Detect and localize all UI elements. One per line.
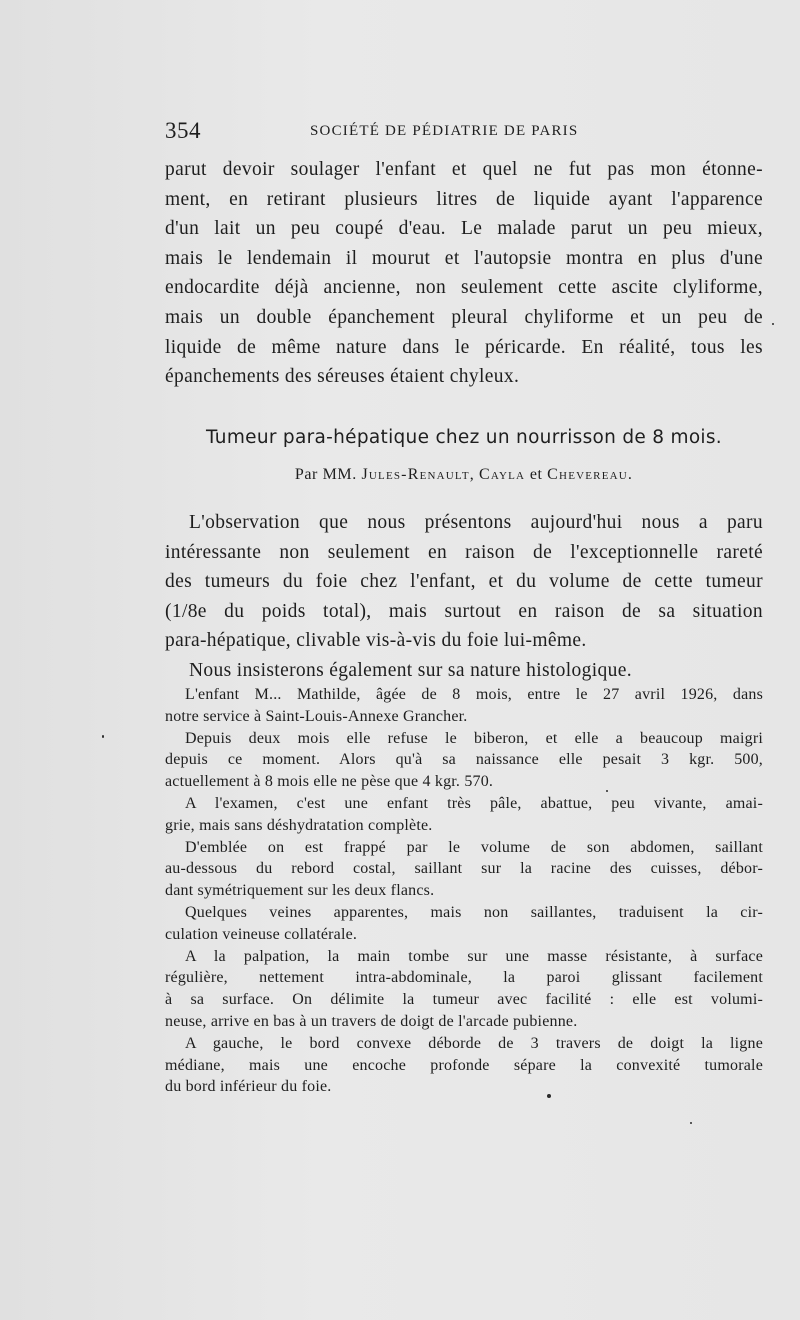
text-line: Quelques veines apparentes, mais non saillantes, traduisent la cir-	[185, 903, 763, 921]
text-line: ment, en retirant plusieurs litres de liquide ayant l'apparence	[165, 188, 763, 210]
text-line: A la palpation, la main tombe sur une masse résistante, à surface	[185, 947, 763, 965]
text-line: A gauche, le bord convexe déborde de 3 travers de doigt la ligne	[185, 1034, 763, 1052]
author-name: Jules-Renault	[361, 466, 470, 483]
page-number: 354	[165, 118, 201, 143]
intro-paragraph	[165, 155, 763, 392]
scan-speck	[690, 1122, 692, 1124]
text-line: L'enfant M... Mathilde, âgée de 8 mois, entre le 27 avril 1926, dans	[185, 686, 763, 703]
text-line: mais un double épanchement pleural chyliforme et un peu de	[165, 306, 763, 328]
text-line: régulière, nettement intra-abdominale, la paroi glissant facilement	[165, 969, 763, 987]
author-name: Cayla	[478, 466, 526, 483]
text-line: grie, mais sans déshydratation complète.	[165, 816, 433, 834]
text-line: des tumeurs du foie chez l'enfant, et du volume de cette tumeur	[165, 571, 763, 593]
scan-speck	[547, 1094, 551, 1098]
text-line: épanchements des séreuses étaient chyleux.	[165, 366, 520, 388]
text-line: intéressante non seulement en raison de l'exceptionnelle rareté	[165, 541, 763, 563]
article-title: Tumeur para-hépatique chez un nourrisson de 8 mois.	[206, 427, 722, 448]
text-line: au-dessous du rebord costal, saillant sur la racine des cuisses, débor-	[165, 860, 763, 878]
lead-paragraph	[165, 508, 763, 686]
text-line: D'emblée on est frappé par le volume de son abdomen, saillant	[185, 838, 763, 856]
text-line: actuellement à 8 mois elle ne pèse que 4 kgr. 570.	[165, 773, 494, 791]
authors-prefix: Par MM.	[294, 466, 357, 483]
author-name: Chevereau.	[547, 466, 634, 483]
running-head: SOCIÉTÉ DE PÉDIATRIE DE PARIS	[310, 123, 579, 139]
text-line: à sa surface. On délimite la tumeur avec facilité : elle est volumi-	[165, 991, 763, 1009]
text-line: culation veineuse collatérale.	[165, 925, 358, 943]
text-line: depuis ce moment. Alors qu'à sa naissance elle pesait 3 kgr. 500,	[165, 751, 763, 769]
text-line: Nous insisterons également sur sa nature histologique.	[189, 659, 632, 681]
text-line: dant symétriquement sur les deux flancs.	[165, 882, 435, 900]
text-line: mais le lendemain il mourut et l'autopsie montra en plus d'une	[165, 247, 763, 269]
page-header	[165, 118, 765, 148]
text-line: endocardite déjà ancienne, non seulement cette ascite clyliforme,	[165, 277, 763, 299]
text-line: (1/8e du poids total), mais surtout en raison de sa situation	[165, 600, 763, 622]
text-line: d'un lait un peu coupé d'eau. Le malade parut un peu mieux,	[165, 218, 763, 240]
authors-conjunction: et	[529, 466, 543, 483]
text-line: du bord inférieur du foie.	[165, 1078, 332, 1096]
text-line: A l'examen, c'est une enfant très pâle, abattue, peu vivante, amai-	[185, 794, 763, 812]
scan-speck	[606, 790, 608, 792]
case-report	[165, 684, 763, 1098]
text-line: médiane, mais une encoche profonde sépare la convexité tumorale	[165, 1056, 763, 1074]
text-line: para-hépatique, clivable vis-à-vis du foie lui-même.	[165, 630, 587, 652]
text-line: Depuis deux mois elle refuse le biberon, et elle a beaucoup maigri	[185, 729, 763, 747]
article-authors: Par MM. Jules-Renault, Cayla et Chevereau.	[294, 466, 634, 483]
text-line: L'observation que nous présentons aujourd'hui nous a paru	[189, 512, 763, 533]
text-line: parut devoir soulager l'enfant et quel ne fut pas mon étonne-	[165, 159, 763, 180]
text-line: neuse, arrive en bas à un travers de doigt de l'arcade pubienne.	[165, 1012, 578, 1030]
scan-speck	[772, 323, 774, 325]
text-line: notre service à Saint-Louis-Annexe Grancher.	[165, 707, 468, 725]
scan-speck	[102, 735, 104, 738]
text-line: liquide de même nature dans le péricarde. En réalité, tous les	[165, 336, 763, 358]
